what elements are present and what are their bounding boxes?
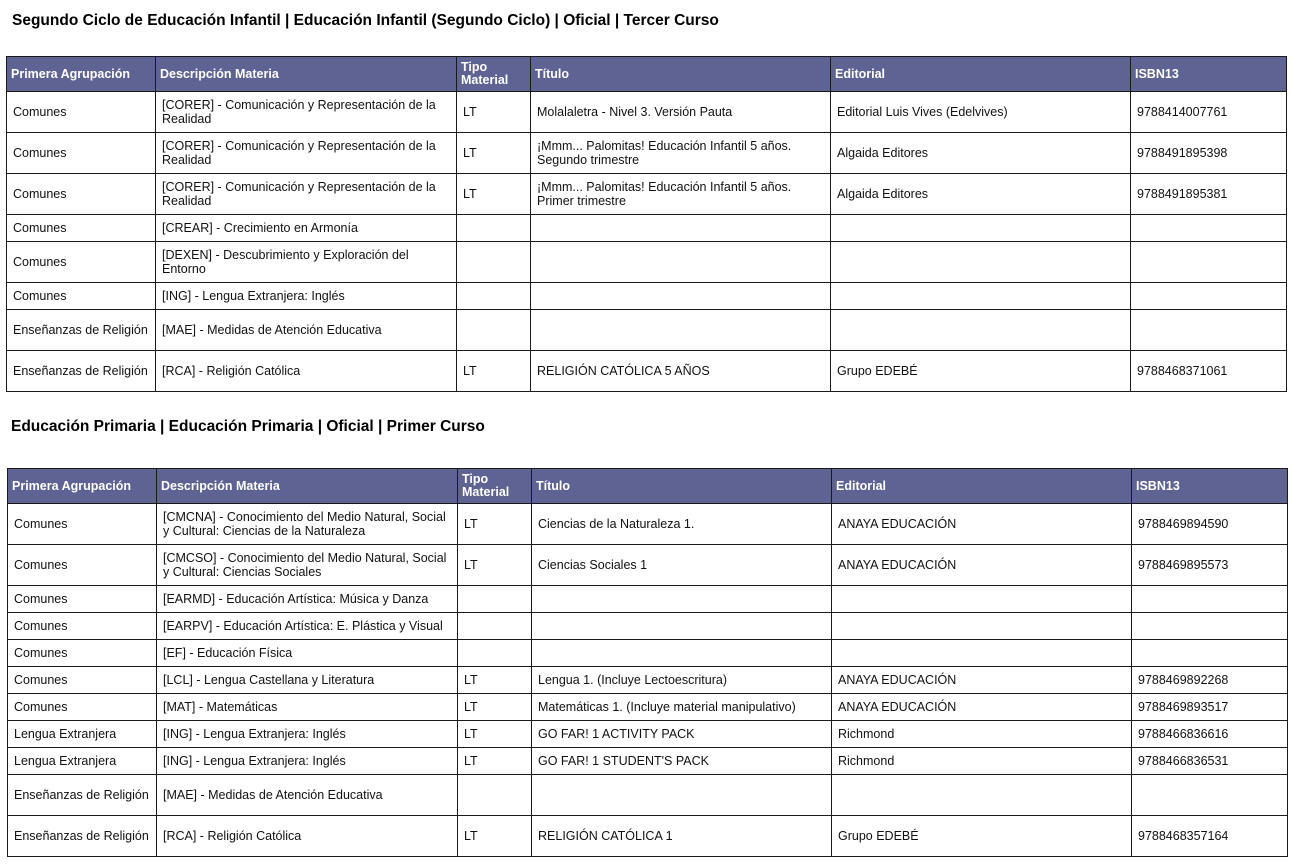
cell-editorial bbox=[831, 215, 1131, 242]
cell-materia: [CREAR] - Crecimiento en Armonía bbox=[156, 215, 457, 242]
cell-titulo: RELIGIÓN CATÓLICA 5 AÑOS bbox=[531, 351, 831, 392]
cell-isbn: 9788491895381 bbox=[1131, 174, 1287, 215]
cell-isbn: 9788469892268 bbox=[1132, 667, 1288, 694]
cell-agrupacion: Comunes bbox=[7, 133, 156, 174]
cell-editorial: Grupo EDEBÉ bbox=[831, 351, 1131, 392]
cell-materia: [EF] - Educación Física bbox=[157, 640, 458, 667]
cell-editorial bbox=[832, 640, 1132, 667]
cell-editorial bbox=[832, 586, 1132, 613]
header-descripcion-materia: Descripción Materia bbox=[157, 469, 458, 504]
cell-editorial: Richmond bbox=[832, 721, 1132, 748]
cell-tipo bbox=[457, 242, 531, 283]
cell-tipo: LT bbox=[457, 351, 531, 392]
cell-editorial: ANAYA EDUCACIÓN bbox=[832, 667, 1132, 694]
cell-isbn bbox=[1132, 640, 1288, 667]
cell-agrupacion: Comunes bbox=[8, 667, 157, 694]
table-row bbox=[8, 545, 1288, 586]
header-titulo: Título bbox=[532, 469, 832, 504]
cell-materia: [ING] - Lengua Extranjera: Inglés bbox=[157, 721, 458, 748]
header-editorial: Editorial bbox=[832, 469, 1132, 504]
header-tipo-material: Tipo Material bbox=[457, 57, 531, 92]
header-tipo-material: Tipo Material bbox=[458, 469, 532, 504]
cell-tipo bbox=[458, 640, 532, 667]
cell-titulo bbox=[532, 586, 832, 613]
section-title-primaria: Educación Primaria | Educación Primaria | Oficial | Primer Curso bbox=[11, 418, 485, 435]
cell-titulo bbox=[531, 283, 831, 310]
cell-materia: [EARMD] - Educación Artística: Música y Danza bbox=[157, 586, 458, 613]
table-row bbox=[7, 242, 1287, 283]
cell-materia: [ING] - Lengua Extranjera: Inglés bbox=[156, 283, 457, 310]
cell-tipo bbox=[458, 586, 532, 613]
cell-titulo bbox=[532, 775, 832, 816]
table-row bbox=[8, 694, 1288, 721]
cell-isbn bbox=[1132, 775, 1288, 816]
cell-agrupacion: Enseñanzas de Religión bbox=[8, 816, 157, 857]
header-isbn13: ISBN13 bbox=[1132, 469, 1288, 504]
cell-agrupacion: Comunes bbox=[8, 694, 157, 721]
table-row bbox=[8, 667, 1288, 694]
cell-agrupacion: Comunes bbox=[8, 545, 157, 586]
cell-materia: [CORER] - Comunicación y Representación de la Realidad bbox=[156, 92, 457, 133]
cell-titulo bbox=[531, 215, 831, 242]
cell-isbn: 9788469894590 bbox=[1132, 504, 1288, 545]
cell-materia: [ING] - Lengua Extranjera: Inglés bbox=[157, 748, 458, 775]
cell-titulo bbox=[531, 242, 831, 283]
cell-tipo: LT bbox=[458, 694, 532, 721]
cell-tipo: LT bbox=[458, 748, 532, 775]
cell-materia: [RCA] - Religión Católica bbox=[157, 816, 458, 857]
cell-editorial bbox=[831, 310, 1131, 351]
table-row bbox=[8, 613, 1288, 640]
cell-titulo: RELIGIÓN CATÓLICA 1 bbox=[532, 816, 832, 857]
table-row bbox=[8, 586, 1288, 613]
table-row bbox=[8, 504, 1288, 545]
cell-editorial: ANAYA EDUCACIÓN bbox=[832, 504, 1132, 545]
cell-tipo: LT bbox=[457, 133, 531, 174]
cell-editorial: Editorial Luis Vives (Edelvives) bbox=[831, 92, 1131, 133]
header-descripcion-materia: Descripción Materia bbox=[156, 57, 457, 92]
cell-editorial bbox=[831, 283, 1131, 310]
cell-isbn bbox=[1132, 613, 1288, 640]
cell-tipo bbox=[457, 310, 531, 351]
cell-editorial: Algaida Editores bbox=[831, 174, 1131, 215]
cell-titulo: ¡Mmm... Palomitas! Educación Infantil 5 años. Primer trimestre bbox=[531, 174, 831, 215]
cell-titulo: Matemáticas 1. (Incluye material manipulativo) bbox=[532, 694, 832, 721]
table-header-row bbox=[7, 57, 1287, 92]
cell-materia: [DEXEN] - Descubrimiento y Exploración del Entorno bbox=[156, 242, 457, 283]
cell-materia: [MAE] - Medidas de Atención Educativa bbox=[156, 310, 457, 351]
cell-isbn: 9788491895398 bbox=[1131, 133, 1287, 174]
cell-editorial bbox=[832, 613, 1132, 640]
cell-agrupacion: Enseñanzas de Religión bbox=[8, 775, 157, 816]
table-row bbox=[7, 310, 1287, 351]
cell-materia: [CMCSO] - Conocimiento del Medio Natural, Social y Cultural: Ciencias Sociales bbox=[157, 545, 458, 586]
cell-tipo: LT bbox=[458, 504, 532, 545]
table-row bbox=[7, 215, 1287, 242]
cell-tipo bbox=[458, 613, 532, 640]
cell-tipo: LT bbox=[458, 667, 532, 694]
cell-isbn bbox=[1131, 242, 1287, 283]
cell-isbn: 9788466836616 bbox=[1132, 721, 1288, 748]
cell-titulo bbox=[531, 310, 831, 351]
table-row bbox=[8, 816, 1288, 857]
cell-materia: [CORER] - Comunicación y Representación de la Realidad bbox=[156, 174, 457, 215]
cell-agrupacion: Comunes bbox=[8, 640, 157, 667]
cell-titulo: ¡Mmm... Palomitas! Educación Infantil 5 años. Segundo trimestre bbox=[531, 133, 831, 174]
table-row bbox=[7, 133, 1287, 174]
cell-editorial: Richmond bbox=[832, 748, 1132, 775]
table-row bbox=[8, 775, 1288, 816]
cell-materia: [CORER] - Comunicación y Representación de la Realidad bbox=[156, 133, 457, 174]
header-isbn13: ISBN13 bbox=[1131, 57, 1287, 92]
cell-isbn: 9788469893517 bbox=[1132, 694, 1288, 721]
cell-titulo: Lengua 1. (Incluye Lectoescritura) bbox=[532, 667, 832, 694]
cell-isbn bbox=[1131, 215, 1287, 242]
cell-editorial: Algaida Editores bbox=[831, 133, 1131, 174]
cell-tipo bbox=[457, 215, 531, 242]
cell-isbn: 9788466836531 bbox=[1132, 748, 1288, 775]
table-row bbox=[8, 748, 1288, 775]
cell-tipo: LT bbox=[457, 174, 531, 215]
header-titulo: Título bbox=[531, 57, 831, 92]
table-row bbox=[8, 640, 1288, 667]
cell-titulo bbox=[532, 640, 832, 667]
cell-tipo: LT bbox=[457, 92, 531, 133]
cell-editorial bbox=[832, 775, 1132, 816]
cell-editorial: ANAYA EDUCACIÓN bbox=[832, 545, 1132, 586]
cell-isbn: 9788414007761 bbox=[1131, 92, 1287, 133]
cell-tipo: LT bbox=[458, 721, 532, 748]
cell-agrupacion: Comunes bbox=[7, 283, 156, 310]
cell-tipo bbox=[458, 775, 532, 816]
cell-isbn: 9788468371061 bbox=[1131, 351, 1287, 392]
cell-titulo: GO FAR! 1 STUDENT'S PACK bbox=[532, 748, 832, 775]
table-row bbox=[7, 283, 1287, 310]
header-editorial: Editorial bbox=[831, 57, 1131, 92]
cell-editorial bbox=[831, 242, 1131, 283]
cell-materia: [RCA] - Religión Católica bbox=[156, 351, 457, 392]
table-row bbox=[7, 351, 1287, 392]
cell-titulo bbox=[532, 613, 832, 640]
table-row bbox=[7, 174, 1287, 215]
cell-agrupacion: Lengua Extranjera bbox=[8, 721, 157, 748]
cell-agrupacion: Comunes bbox=[7, 92, 156, 133]
cell-titulo: Ciencias Sociales 1 bbox=[532, 545, 832, 586]
cell-agrupacion: Comunes bbox=[8, 613, 157, 640]
cell-agrupacion: Comunes bbox=[7, 242, 156, 283]
cell-isbn bbox=[1131, 310, 1287, 351]
header-primera-agrupacion: Primera Agrupación bbox=[8, 469, 157, 504]
cell-titulo: Ciencias de la Naturaleza 1. bbox=[532, 504, 832, 545]
cell-agrupacion: Comunes bbox=[8, 586, 157, 613]
cell-materia: [MAT] - Matemáticas bbox=[157, 694, 458, 721]
cell-titulo: Molalaletra - Nivel 3. Versión Pauta bbox=[531, 92, 831, 133]
cell-editorial: Grupo EDEBÉ bbox=[832, 816, 1132, 857]
cell-agrupacion: Comunes bbox=[8, 504, 157, 545]
cell-agrupacion: Lengua Extranjera bbox=[8, 748, 157, 775]
cell-materia: [LCL] - Lengua Castellana y Literatura bbox=[157, 667, 458, 694]
cell-editorial: ANAYA EDUCACIÓN bbox=[832, 694, 1132, 721]
cell-materia: [EARPV] - Educación Artística: E. Plástica y Visual bbox=[157, 613, 458, 640]
books-table-infantil bbox=[6, 56, 1287, 392]
cell-isbn: 9788468357164 bbox=[1132, 816, 1288, 857]
table-row bbox=[7, 92, 1287, 133]
cell-tipo: LT bbox=[458, 545, 532, 586]
cell-tipo: LT bbox=[458, 816, 532, 857]
section-title-infantil: Segundo Ciclo de Educación Infantil | Educación Infantil (Segundo Ciclo) | Oficial | Tercer Curso bbox=[12, 12, 719, 29]
cell-agrupacion: Enseñanzas de Religión bbox=[7, 310, 156, 351]
cell-tipo bbox=[457, 283, 531, 310]
table-header-row bbox=[8, 469, 1288, 504]
header-primera-agrupacion: Primera Agrupación bbox=[7, 57, 156, 92]
cell-agrupacion: Enseñanzas de Religión bbox=[7, 351, 156, 392]
books-table-primaria bbox=[7, 468, 1288, 857]
table-row bbox=[8, 721, 1288, 748]
cell-materia: [CMCNA] - Conocimiento del Medio Natural, Social y Cultural: Ciencias de la Naturaleza bbox=[157, 504, 458, 545]
cell-titulo: GO FAR! 1 ACTIVITY PACK bbox=[532, 721, 832, 748]
cell-agrupacion: Comunes bbox=[7, 174, 156, 215]
cell-materia: [MAE] - Medidas de Atención Educativa bbox=[157, 775, 458, 816]
cell-isbn bbox=[1131, 283, 1287, 310]
cell-agrupacion: Comunes bbox=[7, 215, 156, 242]
cell-isbn bbox=[1132, 586, 1288, 613]
cell-isbn: 9788469895573 bbox=[1132, 545, 1288, 586]
